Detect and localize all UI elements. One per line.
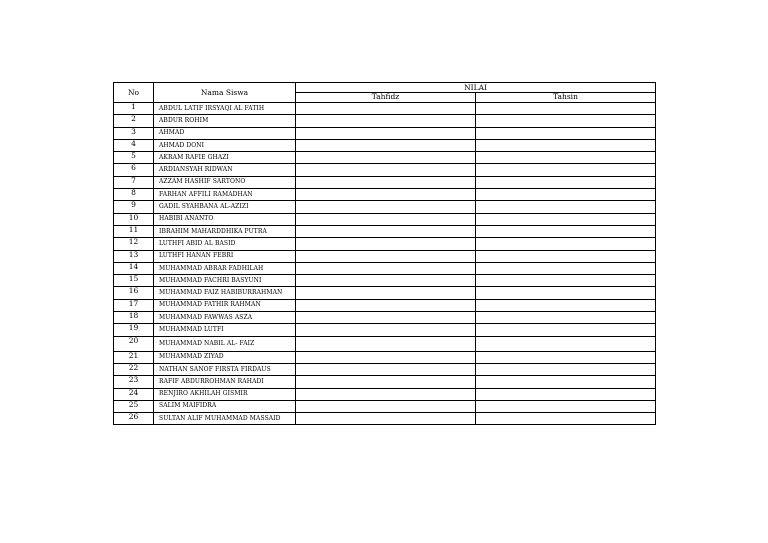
tahsin-cell[interactable] (476, 363, 656, 375)
row-number: 13 (114, 250, 154, 262)
table-row (114, 336, 656, 351)
student-name: LUTHFI ABID AL BASID (154, 238, 296, 250)
tahsin-cell[interactable] (476, 324, 656, 336)
row-number: 1 (114, 103, 154, 115)
row-number: 21 (114, 351, 154, 363)
row-number: 10 (114, 213, 154, 225)
tahfidz-cell[interactable] (296, 189, 476, 201)
tahfidz-cell[interactable] (296, 324, 476, 336)
table-row (114, 400, 656, 412)
row-number: 22 (114, 363, 154, 375)
header-nama-siswa: Nama Siswa (154, 83, 296, 103)
table-row (114, 115, 656, 127)
row-number: 24 (114, 388, 154, 400)
tahfidz-cell[interactable] (296, 115, 476, 127)
table-row (114, 127, 656, 139)
student-name: AKRAM RAFIE GHAZI (154, 152, 296, 164)
student-name: MUHAMMAD FAWWAS ASZA (154, 312, 296, 324)
table-row (114, 299, 656, 311)
student-name: HABIBI ANANTO (154, 213, 296, 225)
student-name: SALIM MAIFIDRA (154, 400, 296, 412)
tahfidz-cell[interactable] (296, 164, 476, 176)
student-name: ABDUR ROHIM (154, 115, 296, 127)
tahsin-cell[interactable] (476, 225, 656, 237)
row-number: 25 (114, 400, 154, 412)
row-number: 12 (114, 238, 154, 250)
tahfidz-cell[interactable] (296, 388, 476, 400)
tahsin-cell[interactable] (476, 139, 656, 151)
student-name: MUHAMMAD FAIZ HABIBURRAHMAN (154, 287, 296, 299)
row-number: 23 (114, 376, 154, 388)
student-name: MUHAMMAD ZIYAD (154, 351, 296, 363)
tahfidz-cell[interactable] (296, 376, 476, 388)
tahfidz-cell[interactable] (296, 287, 476, 299)
row-number: 18 (114, 312, 154, 324)
table-row (114, 103, 656, 115)
tahsin-cell[interactable] (476, 213, 656, 225)
table-row (114, 213, 656, 225)
student-name: MUHAMMAD NABIL AL- FAIZ (154, 336, 296, 351)
tahsin-cell[interactable] (476, 164, 656, 176)
row-number: 8 (114, 189, 154, 201)
row-number: 14 (114, 262, 154, 274)
table-row (114, 324, 656, 336)
tahfidz-cell[interactable] (296, 139, 476, 151)
table-row (114, 413, 656, 425)
tahfidz-cell[interactable] (296, 400, 476, 412)
table-row (114, 312, 656, 324)
tahsin-cell[interactable] (476, 176, 656, 188)
student-name: MUHAMMAD ABRAR FADHILAH (154, 262, 296, 274)
table-row (114, 262, 656, 274)
tahfidz-cell[interactable] (296, 152, 476, 164)
row-number: 20 (114, 336, 154, 351)
student-grade-table (113, 82, 656, 425)
table-row (114, 139, 656, 151)
table-row (114, 287, 656, 299)
row-number: 17 (114, 299, 154, 311)
student-name: MUHAMMAD LUTFI (154, 324, 296, 336)
student-name: NATHAN SANOF FIRSTA FIRDAUS (154, 363, 296, 375)
student-name: LUTHFI HANAN FEBRI (154, 250, 296, 262)
row-number: 15 (114, 275, 154, 287)
table-row (114, 275, 656, 287)
table-row (114, 388, 656, 400)
tahsin-cell[interactable] (476, 400, 656, 412)
table-row (114, 238, 656, 250)
student-name: ABDUL LATIF IRSYAQI AL FATIH (154, 103, 296, 115)
table-row (114, 164, 656, 176)
table-row (114, 152, 656, 164)
row-number: 2 (114, 115, 154, 127)
row-number: 7 (114, 176, 154, 188)
tahfidz-cell[interactable] (296, 238, 476, 250)
tahsin-cell[interactable] (476, 312, 656, 324)
student-name: RAFIF ABDURROHMAN RAHADI (154, 376, 296, 388)
tahfidz-cell[interactable] (296, 250, 476, 262)
table-row (114, 376, 656, 388)
student-name: RENJIRO AKHILAH GISMIR (154, 388, 296, 400)
row-number: 6 (114, 164, 154, 176)
student-name: FARHAN AFFILI RAMADHAN (154, 189, 296, 201)
tahsin-cell[interactable] (476, 250, 656, 262)
table-row (114, 250, 656, 262)
table-row (114, 351, 656, 363)
tahfidz-cell[interactable] (296, 413, 476, 425)
tahfidz-cell[interactable] (296, 176, 476, 188)
table-row (114, 176, 656, 188)
student-name: MUHAMMAD FACHRI BASYUNI (154, 275, 296, 287)
tahsin-cell[interactable] (476, 152, 656, 164)
row-number: 5 (114, 152, 154, 164)
row-number: 4 (114, 139, 154, 151)
tahfidz-cell[interactable] (296, 275, 476, 287)
row-number: 3 (114, 127, 154, 139)
student-name: AZZAM HASHIF SARTONO (154, 176, 296, 188)
header-tahsin: Tahsin (476, 93, 656, 103)
tahsin-cell[interactable] (476, 189, 656, 201)
student-name: SULTAN ALIF MUHAMMAD MASSAID (154, 413, 296, 425)
tahsin-cell[interactable] (476, 388, 656, 400)
tahsin-cell[interactable] (476, 127, 656, 139)
table-row (114, 225, 656, 237)
student-name: GADIL SYAHBANA AL-AZIZI (154, 201, 296, 213)
row-number: 26 (114, 413, 154, 425)
header-no: No (114, 83, 154, 103)
tahfidz-cell[interactable] (296, 213, 476, 225)
tahsin-cell[interactable] (476, 103, 656, 115)
row-number: 11 (114, 225, 154, 237)
table-row (114, 363, 656, 375)
tahfidz-cell[interactable] (296, 336, 476, 351)
tahfidz-cell[interactable] (296, 225, 476, 237)
tahfidz-cell[interactable] (296, 103, 476, 115)
row-number: 9 (114, 201, 154, 213)
header-tahfidz: Tahfidz (296, 93, 476, 103)
row-number: 16 (114, 287, 154, 299)
student-name: AHMAD DONI (154, 139, 296, 151)
tahfidz-cell[interactable] (296, 351, 476, 363)
tahfidz-cell[interactable] (296, 299, 476, 311)
tahsin-cell[interactable] (476, 287, 656, 299)
student-name: IBRAHIM MAHARDDHIKA PUTRA (154, 225, 296, 237)
tahsin-cell[interactable] (476, 115, 656, 127)
header-nilai: NILAI (296, 83, 656, 93)
tahfidz-cell[interactable] (296, 127, 476, 139)
student-name: AHMAD (154, 127, 296, 139)
tahfidz-cell[interactable] (296, 363, 476, 375)
tahsin-cell[interactable] (476, 351, 656, 363)
tahfidz-cell[interactable] (296, 312, 476, 324)
tahsin-cell[interactable] (476, 262, 656, 274)
table-row (114, 201, 656, 213)
student-name: ARDIANSYAH RIDWAN (154, 164, 296, 176)
tahsin-cell[interactable] (476, 238, 656, 250)
tahfidz-cell[interactable] (296, 201, 476, 213)
row-number: 19 (114, 324, 154, 336)
table-row (114, 189, 656, 201)
tahsin-cell[interactable] (476, 275, 656, 287)
tahsin-cell[interactable] (476, 376, 656, 388)
tahfidz-cell[interactable] (296, 262, 476, 274)
tahsin-cell[interactable] (476, 201, 656, 213)
tahsin-cell[interactable] (476, 299, 656, 311)
tahsin-cell[interactable] (476, 336, 656, 351)
student-name: MUHAMMAD FATHIR RAHMAN (154, 299, 296, 311)
tahsin-cell[interactable] (476, 413, 656, 425)
